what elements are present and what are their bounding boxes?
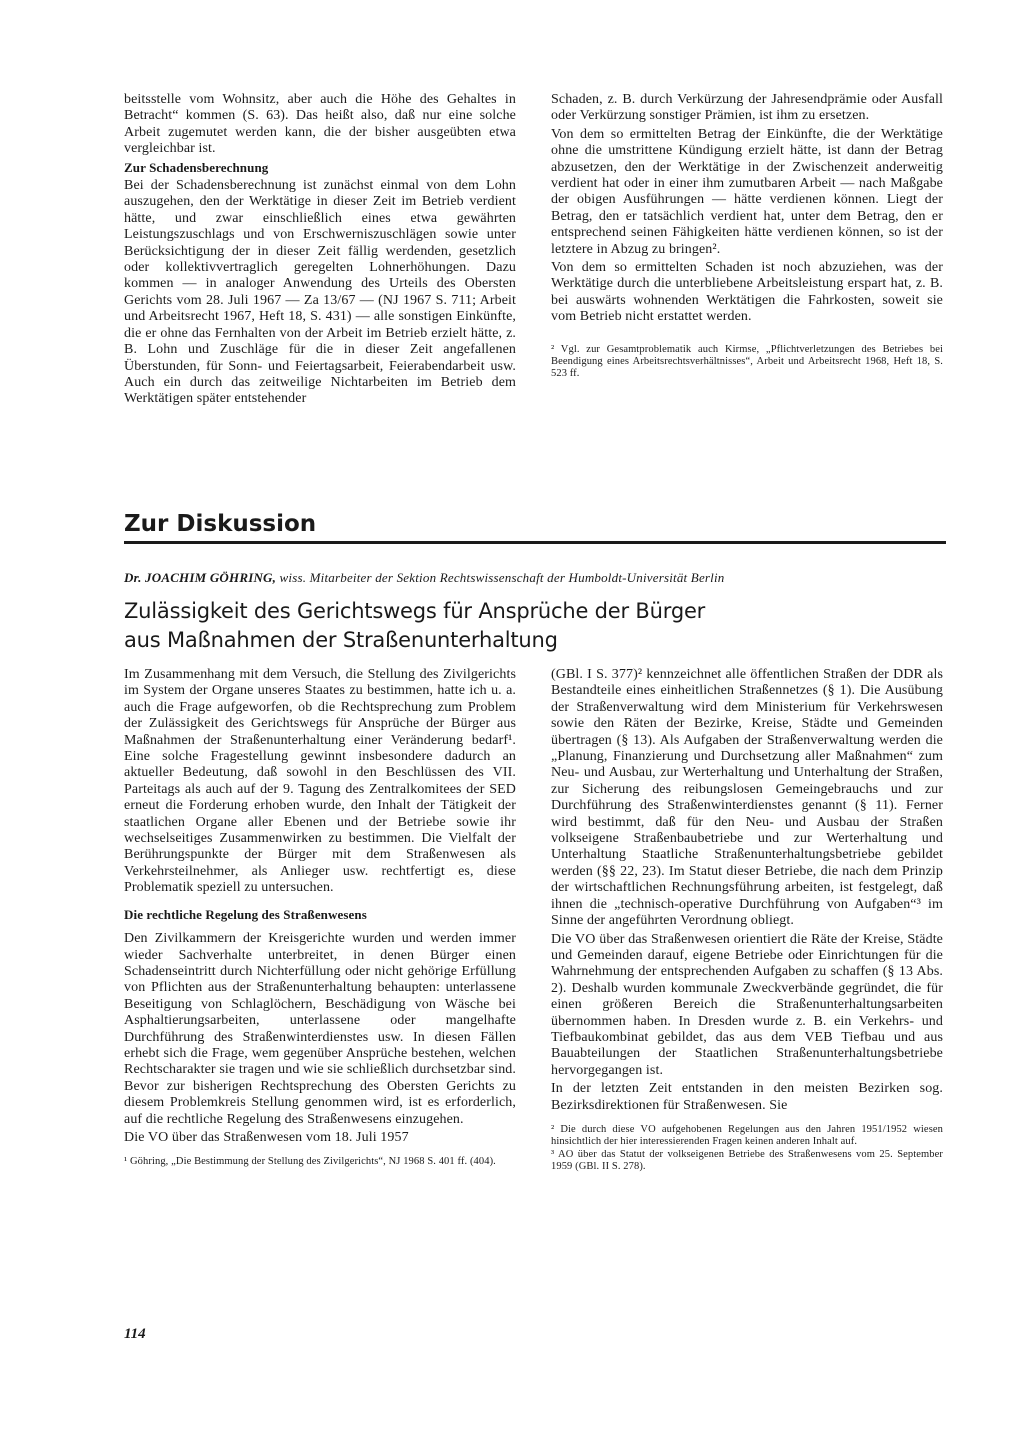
paragraph: Schaden, z. B. durch Verkürzung der Jahresendprämie oder Ausfall oder Verkürzung sonstiger Prämien, ist ihm zu ersetzen. xyxy=(551,92,943,124)
paragraph: Den Zivilkammern der Kreisgerichte wurden und werden immer wieder Sachverhalte unterbreitet, in denen Bürger einen Schadenseintritt durch Nichterfüllung oder nicht gehörige Erfüllung von Pflichten aus der Straßenunterhaltung behaupten: unterlassene Beseitigung von Schlaglöchern, Beschädigung von Wäsche bei Asphaltierungsarbeiten, unterlassene oder mangelhafte Durchführung des Straßenwinterdienstes usw. In diesen Fällen erhebt sich die Frage, wem gegenüber Ansprüche bestehen, welchen Rechtscharakter sie tragen und wie sie schließlich durchsetzbar sind. Bevor zur bisherigen Rechtsprechung des Obersten Gerichts zu diesem Problemkreis Stellung genommen wird, ist es erforderlich, auf die rechtliche Regelung des Straßenwesens einzugehen. xyxy=(124,931,516,1127)
subheading: Die rechtliche Regelung des Straßenwesens xyxy=(124,906,367,922)
top-left-column xyxy=(124,92,516,410)
footnote-text: ² Die durch diese VO aufgehobenen Regelungen aus den Jahren 1951/1952 wiesen hinsichtlich der hier interessierenden Fragen keinen anderen Inhalt auf. xyxy=(551,1123,943,1147)
author-role: wiss. Mitarbeiter der Sektion Rechtswissenschaft der Humboldt-Universität Berlin xyxy=(276,570,725,585)
paragraph: Die VO über das Straßenwesen orientiert die Räte der Kreise, Städte und Gemeinden darauf, eigene Betriebe oder Einrichtungen für die Wahrnehmung der entsprechenden Aufgaben zu schaffen (§ 13 Abs. 2). Deshalb wurden kommunale Zweckverbände gegründet, die für einen größeren Bereich die Straßenunterhaltungsarbeiten übernommen haben. In Dresden wurde z. B. ein Verkehrs- und Tiefbaukombinat gebildet, das aus dem VEB Tiefbau und aus Bauabteilungen der Staatlichen Straßenunterhaltungsbetriebe hervorgegangen ist. xyxy=(551,931,943,1078)
paragraph: (GBl. I S. 377)² kennzeichnet alle öffentlichen Straßen der DDR als Bestandteile eines einheitlichen Straßennetzes (§ 1). Die Ausübung der Straßenverwaltung wird dem Ministerium für Verkehrswesen sowie den Räten der Bezirke, Kreise, Städte und Gemeinden übertragen (§ 13). Als Aufgaben der Straßenverwaltung werden die „Planung, Finanzierung und Durchsetzung aller Maßnahmen“ zum Neu- und Ausbau, zur Werterhaltung und Unterhaltung der Straßen, zur Sicherung des reibungslosen Gemeingebrauchs und zur Durchführung des Straßenwinterdienstes genannt (§ 11). Ferner wird bestimmt, daß für den Neu- und Ausbau der Straßen volkseigene Straßenbaubetriebe und zur Werterhaltung und Unterhaltung Staatliche Straßenunterhaltungsbetriebe gebildet werden (§§ 22, 23). Im Statut dieser Betriebe, die nach dem Prinzip der wirtschaftlichen Rechnungsführung arbeiten, ist festgelegt, daß ihnen die „technisch-operative Durchführung von Aufgaben“³ im Sinne der angeführten Verordnung obliegt. xyxy=(551,667,943,929)
paragraph: Bei der Schadensberechnung ist zunächst einmal von dem Lohn auszugehen, den der Werktätige in dieser Zeit im Betrieb verdient hätte, und zwar einschließlich eines etwa gewährten Leistungszuschlags und von Erschwerniszuschlägen sowie unter Berücksichtigung der in dieser Zeit fällig werdenden, gesetzlich oder kollektivvertraglich geregelten Lohnerhöhungen. Dazu kommen — in analoger Anwendung des Urteils des Obersten Gerichts vom 28. Juli 1967 — Za 13/67 — (NJ 1967 S. 711; Arbeit und Arbeitsrecht 1967, Heft 18, S. 431) — alle sonstigen Einkünfte, die er ohne das Fernhalten von der Arbeit im Betrieb erzielt hätte, z. B. Lohn und Zuschläge für die in dieser Zeit angefallenen Überstunden, für Sonn- und Feiertagsarbeit, Feierabendarbeit usw. Auch ein durch das zeitweilige Nichtarbeiten im Betrieb dem Werktätigen später entstehender xyxy=(124,178,516,407)
paragraph: Die VO über das Straßenwesen vom 18. Juli 1957 xyxy=(124,1129,409,1145)
paragraph: In der letzten Zeit entstanden in den meisten Bezirken sog. Bezirksdirektionen für Straßenwesen. Sie xyxy=(551,1081,943,1113)
footnote-text: ² Vgl. zur Gesamtproblematik auch Kirmse, „Pflichtverletzungen des Betriebes bei Beendigung eines Arbeitsrechtsverhältnisses“, Arbeit und Arbeitsrecht 1968, Heft 18, S. 523 ff. xyxy=(551,343,943,379)
paragraph: Von dem so ermittelten Betrag der Einkünfte, die der Werktätige ohne die umstrittene Kündigung erzielt hätte, ist dann der Betrag abzusetzen, den der Werktätige in der Zwischenzeit anderweitig verdient hat oder in einer ihm zumutbaren Arbeit — nach Maßgabe der obigen Ausführungen — hätte verdienen können. Liegt der Betrag, den er tatsächlich verdient hat, unter dem Betrag, den er entsprechend seinen Fähigkeiten hätte verdienen können, so ist der letztere in Abzug zu bringen². xyxy=(551,126,943,257)
author-byline xyxy=(124,570,946,586)
footnote-text: ¹ Göhring, „Die Bestimmung der Stellung des Zivilgerichts“, NJ 1968 S. 401 ff. (404). xyxy=(124,1156,496,1168)
section-rule xyxy=(124,541,946,544)
article-title xyxy=(124,597,946,655)
subheading: Zur Schadensberechnung xyxy=(124,159,269,175)
article-title-line: aus Maßnahmen der Straßenunterhaltung xyxy=(124,628,558,652)
paragraph: Im Zusammenhang mit dem Versuch, die Stellung des Zivilgerichts im System der Organe unseres Staates zu bestimmen, hatte ich u. a. auch die Frage aufgeworfen, ob die Rechtsprechung zum Problem der Zulässigkeit des Gerichtswegs für Ansprüche der Bürger aus Maßnahmen der Straßenunterhaltung einer Veränderung bedarf¹. Eine solche Fragestellung gewinnt insbesondere dadurch an aktueller Bedeutung, daß sowohl in den Beschlüssen des VII. Parteitags als auch auf der 9. Tagung des Zentralkomitees der SED erneut die Forderung erhoben wurde, den Inhalt der Tätigkeit der staatlichen Organe aller Ebenen und der Betriebe sowie ihr wechselseitiges Zusammenwirken zu bestimmen. Die Vielfalt der Berührungspunkte der Bürger mit dem Straßenwesen als Verkehrsteilnehmer, als Anlieger usw. rechtfertigt es, diese Problematik speziell zu untersuchen. xyxy=(124,667,516,896)
paragraph: Von dem so ermittelten Schaden ist noch abzuziehen, was der Werktätige durch die unterbliebene Arbeitsleistung erspart hat, z. B. bei auswärts wohnenden Werktätigen die Fahrkosten, soweit sie vom Betrieb nicht erstattet werden. xyxy=(551,260,943,325)
author-name: Dr. JOACHIM GÖHRING, xyxy=(124,570,277,585)
bottom-left-column xyxy=(124,667,516,1169)
page-number: 114 xyxy=(124,1326,146,1342)
section-title: Zur Diskussion xyxy=(124,511,317,537)
article-title-line: Zulässigkeit des Gerichtswegs für Ansprüche der Bürger xyxy=(124,599,706,623)
paragraph: beitsstelle vom Wohnsitz, aber auch die Höhe des Gehaltes in Betracht“ kommen (S. 63). Das heißt also, daß nur eine solche Arbeit zugemutet werden kann, die der bisher ausgeübten etwa vergleichbar ist. xyxy=(124,92,516,157)
bottom-right-column xyxy=(551,667,943,1174)
footnote xyxy=(551,1124,943,1173)
footnote-text: ³ AO über das Statut der volkseigenen Betriebe des Straßenwesens vom 25. September 1959 (GBl. II S. 278). xyxy=(551,1148,943,1172)
footnote xyxy=(551,344,943,380)
footnote xyxy=(124,1156,516,1168)
section-header xyxy=(124,510,946,544)
top-right-column xyxy=(551,92,943,381)
